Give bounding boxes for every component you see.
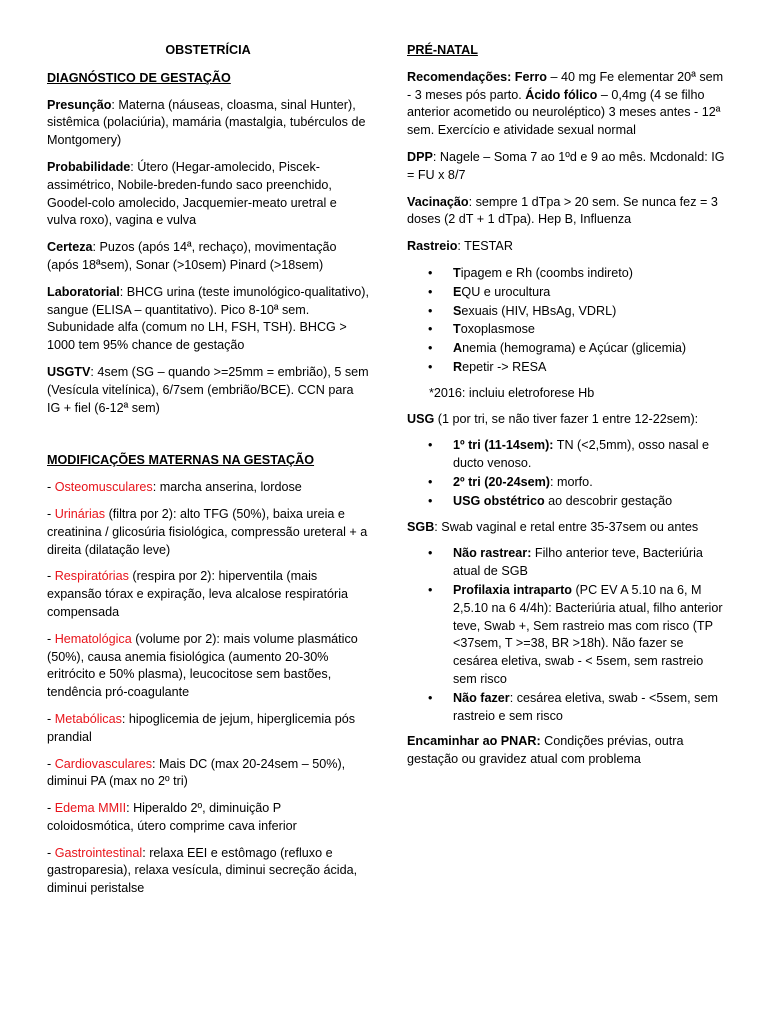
- list-item: • Tipagem e Rh (coombs indireto): [453, 265, 727, 283]
- left-column: [47, 42, 369, 907]
- usg-list: [407, 437, 727, 510]
- list-item: • Sexuais (HIV, HBsAg, VDRL): [453, 303, 727, 321]
- list-item: • Anemia (hemograma) e Açúcar (glicemia): [453, 340, 727, 358]
- mod-cardiovasculares: - Cardiovasculares: Mais DC (max 20-24sem – 50%), diminui PA (max no 2º tri): [47, 756, 346, 789]
- diag-probabilidade: Probabilidade: Útero (Hegar-amolecido, Piscek-assimétrico, Nobile-breden-fundo saco preenchido, Goodel-colo amolecido, Jacquemier-meato uretral e vulva roxo), vagina e vulva: [47, 159, 337, 228]
- section-gap: [47, 426, 369, 452]
- vaccination: Vacinação: sempre 1 dTpa > 20 sem. Se nunca fez = 3 doses (2 dT + 1 dTpa). Hep B, Influenza: [407, 194, 718, 227]
- list-item: • Toxoplasmose: [453, 321, 727, 339]
- screening: Rastreio: TESTAR: [407, 239, 513, 254]
- list-item: • Profilaxia intraparto (PC EV A 5.10 na 6, M 2,5.10 na 6 4/4h): Bacteriúria atual, filho anterior teve, Swab +, Sem rastreio mas com risco (TP <37sem, T >=38, BR >18h). Não fazer se cesárea eletiva, swab - < 5sem, sem rastreio sem risco: [453, 582, 727, 689]
- diag-certeza: Certeza: Puzos (após 14ª, rechaço), movimentação (após 18ªsem), Sonar (>10sem) Pinard (>18sem): [47, 240, 337, 272]
- testar-list: [407, 265, 727, 377]
- note-2016: *2016: incluiu eletroforese Hb: [429, 385, 595, 400]
- prenatal-heading: PRÉ-NATAL: [407, 43, 478, 57]
- mod-urinarias: - Urinárias (filtra por 2): alto TFG (50%), baixa ureia e creatinina / glicosúria fisiológica, compressão ureteral + a direita (dilatação leve): [47, 506, 368, 557]
- diag-laboratorial: Laboratorial: BHCG urina (teste imunológico-qualitativo), sangue (ELISA – quantitativo). Pico 8-10ª sem. Subunidade alfa (comum no LH, FSH, TSH). BHCG > 1000 tem 95% chance de gestação: [47, 284, 369, 353]
- mod-osteomusculares: - Osteomusculares: marcha anserina, lordose: [47, 480, 302, 495]
- list-item: • EQU e urocultura: [453, 284, 727, 302]
- list-item: • 2º tri (20-24sem): morfo.: [453, 474, 727, 492]
- mod-respiratorias: - Respiratórias (respira por 2): hiperventila (mais expansão tórax e expiração, leva alcalose respiratória compensada: [47, 569, 349, 619]
- sgb: SGB: Swab vaginal e retal entre 35-37sem ou antes: [407, 519, 699, 534]
- mod-hematologica: - Hematológica (volume por 2): mais volume plasmático (50%), causa anemia fisiológica (aumento 20-30% eritrócito e 50% plasma), leucocitose sem bastões, tendência pró-coagulante: [47, 631, 358, 700]
- list-item: • Não fazer: cesárea eletiva, swab - <5sem, sem rastreio e sem risco: [453, 690, 727, 726]
- list-item: • Repetir -> RESA: [453, 359, 727, 377]
- diag-usgtv: USGTV: 4sem (SG – quando >=25mm = embrião), 5 sem (Vesícula vitelínica), 6/7sem (embrião/BCE). CCN para IG + fiel (6-12ª sem): [47, 364, 369, 415]
- mod-metabolicas: - Metabólicas: hipoglicemia de jejum, hiperglicemia pós prandial: [47, 711, 356, 744]
- list-item: • 1º tri (11-14sem): TN (<2,5mm), osso nasal e ducto venoso.: [453, 437, 727, 473]
- usg: USG (1 por tri, se não tiver fazer 1 entre 12-22sem):: [407, 411, 699, 426]
- sgb-list: [407, 545, 727, 725]
- diagnosis-heading: DIAGNÓSTICO DE GESTAÇÃO: [47, 70, 231, 85]
- document-title: OBSTETRÍCIA: [165, 43, 251, 57]
- modifications-heading: MODIFICAÇÕES MATERNAS NA GESTAÇÃO: [47, 453, 315, 468]
- right-column: [407, 42, 727, 778]
- list-item: • USG obstétrico ao descobrir gestação: [453, 493, 727, 511]
- list-item: • Não rastrear: Filho anterior teve, Bacteriúria atual de SGB: [453, 545, 727, 581]
- mod-edema: - Edema MMII: Hiperaldo 2º, diminuição P coloidosmótica, útero comprime cava inferior: [47, 801, 297, 833]
- diag-presuncao: Presunção: Materna (náuseas, cloasma, sinal Hunter), sistêmica (polaciúria), mamária (mastalgia, tubérculos de Montgomery): [47, 97, 366, 148]
- recommendations: Recomendações: Ferro – 40 mg Fe elementar 20ª sem - 3 meses pós parto. Ácido fólico – 0,4mg (4 se filho anterior acometido ou neuroléptico) 3 meses antes - 12ª sem. Exercício e atividade sexual normal: [407, 69, 724, 138]
- pnar-referral: Encaminhar ao PNAR: Condições prévias, outra gestação ou gravidez atual com problema: [407, 734, 684, 767]
- mod-gastrointestinal: - Gastrointestinal: relaxa EEI e estômago (refluxo e gastroparesia), relaxa vesícula, diminui secreção ácida, diminui peristalse: [47, 845, 358, 896]
- dpp: DPP: Nagele – Soma 7 ao 1ºd e 9 ao mês. Mcdonald: IG = FU x 8/7: [407, 149, 725, 182]
